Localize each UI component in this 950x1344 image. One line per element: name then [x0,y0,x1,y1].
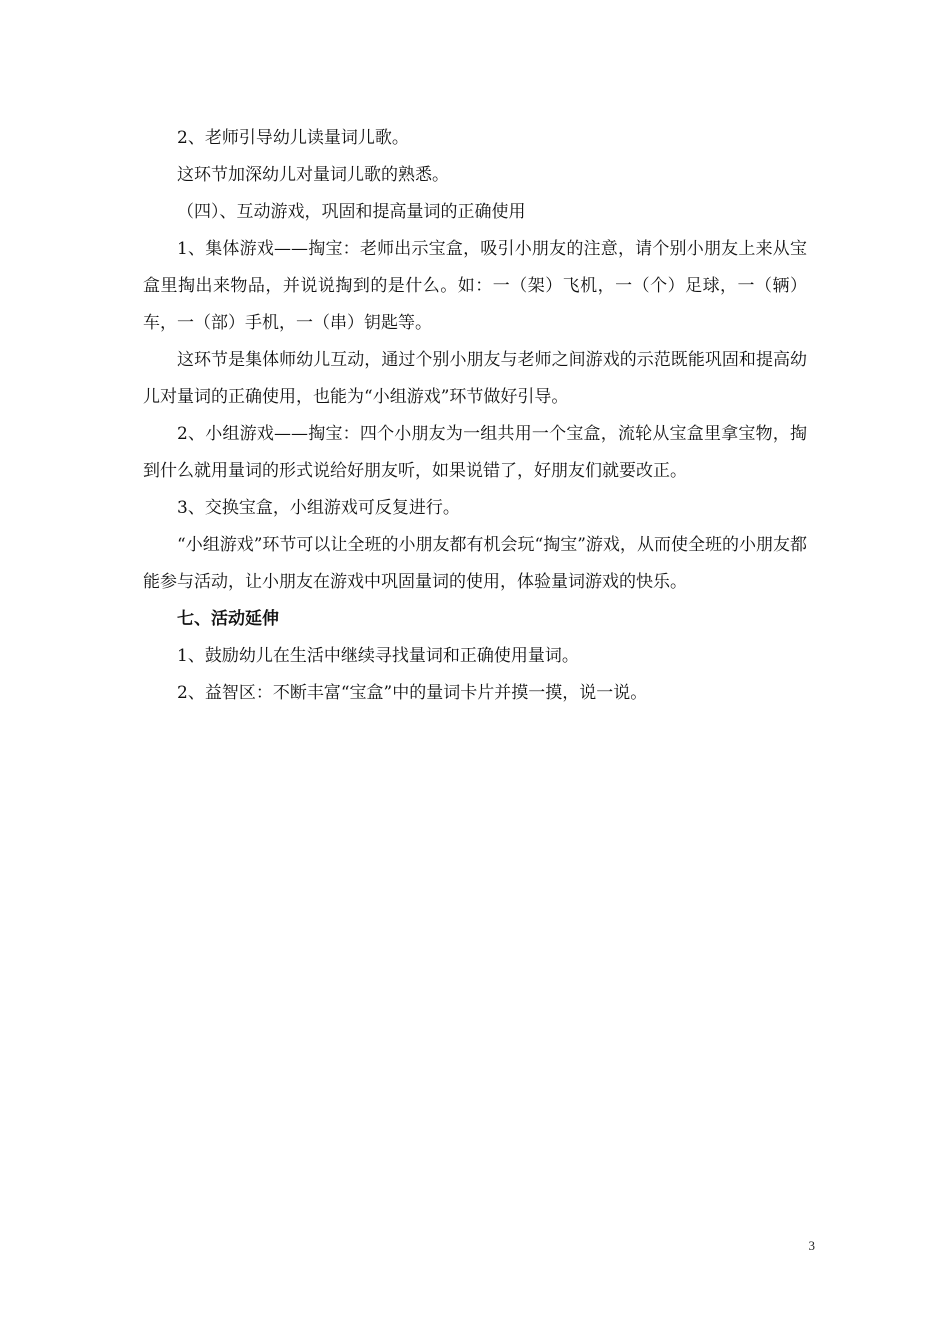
subsection-heading-interactive-game: （四）、互动游戏，巩固和提高量词的正确使用 [177,202,526,222]
paragraph-small-group-game: 2、小组游戏——掏宝：四个小朋友为一组共用一个宝盒，流轮从宝盒里拿宝物，掏到什么就用量词的形式说给好朋友听，如果说错了，好朋友们就要改正。 [143,424,807,481]
section-heading-extension: 七、活动延伸 [177,609,279,629]
paragraph-small-group-purpose: “小组游戏”环节可以让全班的小朋友都有机会玩“掏宝”游戏，从而使全班的小朋友都能参与活动，让小朋友在游戏中巩固量词的使用，体验量词游戏的快乐。 [143,535,807,592]
page-number: 3 [808,1238,815,1253]
document-body [143,120,807,712]
paragraph-familiarity: 这环节加深幼儿对量词儿歌的熟悉。 [177,165,449,185]
paragraph-group-game: 1、集体游戏——掏宝：老师出示宝盒，吸引小朋友的注意，请个别小朋友上来从宝盒里掏出来物品，并说说掏到的是什么。如：一（架）飞机，一（个）足球，一（辆）车，一（部）手机，一（串）钥匙等。 [143,239,807,333]
paragraph-group-game-purpose: 这环节是集体师幼儿互动，通过个别小朋友与老师之间游戏的示范既能巩固和提高幼儿对量词的正确使用，也能为“小组游戏”环节做好引导。 [143,350,807,407]
extension-item-1: 1、鼓励幼儿在生活中继续寻找量词和正确使用量词。 [177,646,579,666]
paragraph-swap-boxes: 3、交换宝盒，小组游戏可反复进行。 [177,498,460,518]
extension-item-2: 2、益智区：不断丰富“宝盒”中的量词卡片并摸一摸，说一说。 [177,683,648,703]
paragraph-read-rhyme: 2、老师引导幼儿读量词儿歌。 [177,128,409,148]
